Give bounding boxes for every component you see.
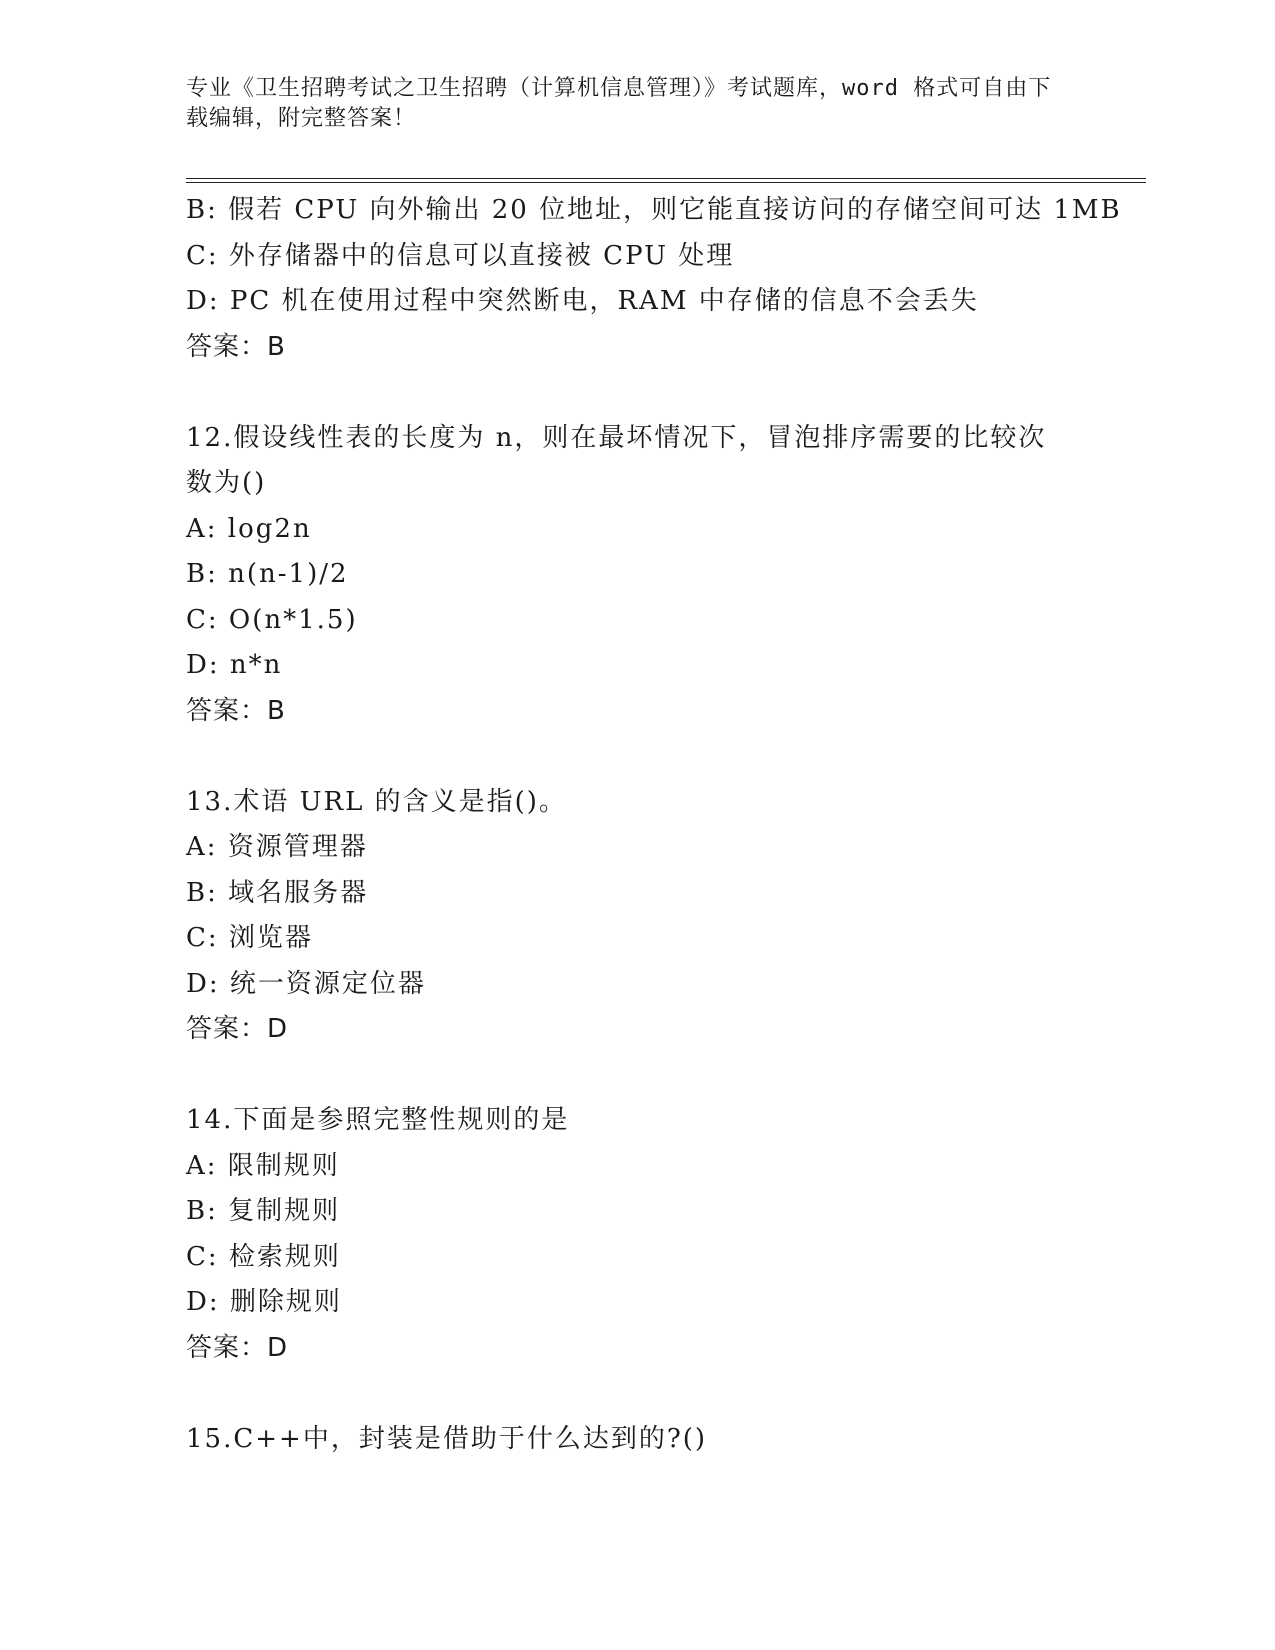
question-text: 13.术语 URL 的含义是指()。: [186, 786, 567, 817]
answer: 答案：B: [186, 695, 286, 726]
question-12: [186, 416, 1146, 735]
question-15: [186, 1417, 1146, 1463]
option-c: C: O(n*1.5): [186, 604, 358, 635]
option-a: A: 资源管理器: [186, 832, 368, 862]
option-a: A: 限制规则: [186, 1150, 340, 1181]
option-a: A: log2n: [186, 513, 312, 544]
option-b: B: 复制规则: [186, 1196, 341, 1226]
question-content: [186, 188, 1146, 1462]
answer: 答案：B: [186, 331, 286, 362]
spacer: [186, 734, 1146, 780]
question-text: 15.C++中，封装是借助于什么达到的?(): [186, 1423, 708, 1454]
header-divider: [186, 178, 1146, 179]
answer: 答案：D: [186, 1332, 289, 1363]
spacer: [186, 1053, 1146, 1099]
question-text: 12.假设线性表的长度为 n，则在最坏情况下，冒泡排序需要的比较次数为(): [186, 422, 1047, 498]
option-d: D: n*n: [186, 650, 283, 680]
question-14: [186, 1098, 1146, 1371]
page-header: 专业《卫生招聘考试之卫生招聘（计算机信息管理）》考试题库，word 格式可自由下载编辑，附完整答案！: [186, 76, 1052, 131]
option-d: D: 统一资源定位器: [186, 968, 426, 999]
question-text: 14.下面是参照完整性规则的是: [186, 1105, 570, 1135]
option-d: D: PC 机在使用过程中突然断电，RAM 中存储的信息不会丢失: [186, 286, 979, 316]
option-b: B: 假若 CPU 向外输出 20 位地址，则它能直接访问的存储空间可达 1MB: [186, 195, 1122, 225]
option-d: D: 删除规则: [186, 1287, 342, 1317]
spacer: [186, 1371, 1146, 1417]
option-b: B: n(n-1)/2: [186, 559, 349, 589]
option-c: C: 检索规则: [186, 1241, 341, 1272]
question-13: [186, 780, 1146, 1053]
question-11: [186, 188, 1146, 370]
answer: 答案：D: [186, 1014, 289, 1044]
option-c: C: 外存储器中的信息可以直接被 CPU 处理: [186, 240, 735, 271]
header-divider-second: [186, 182, 1146, 183]
option-c: C: 浏览器: [186, 923, 313, 953]
spacer: [186, 370, 1146, 416]
option-b: B: 域名服务器: [186, 877, 369, 908]
